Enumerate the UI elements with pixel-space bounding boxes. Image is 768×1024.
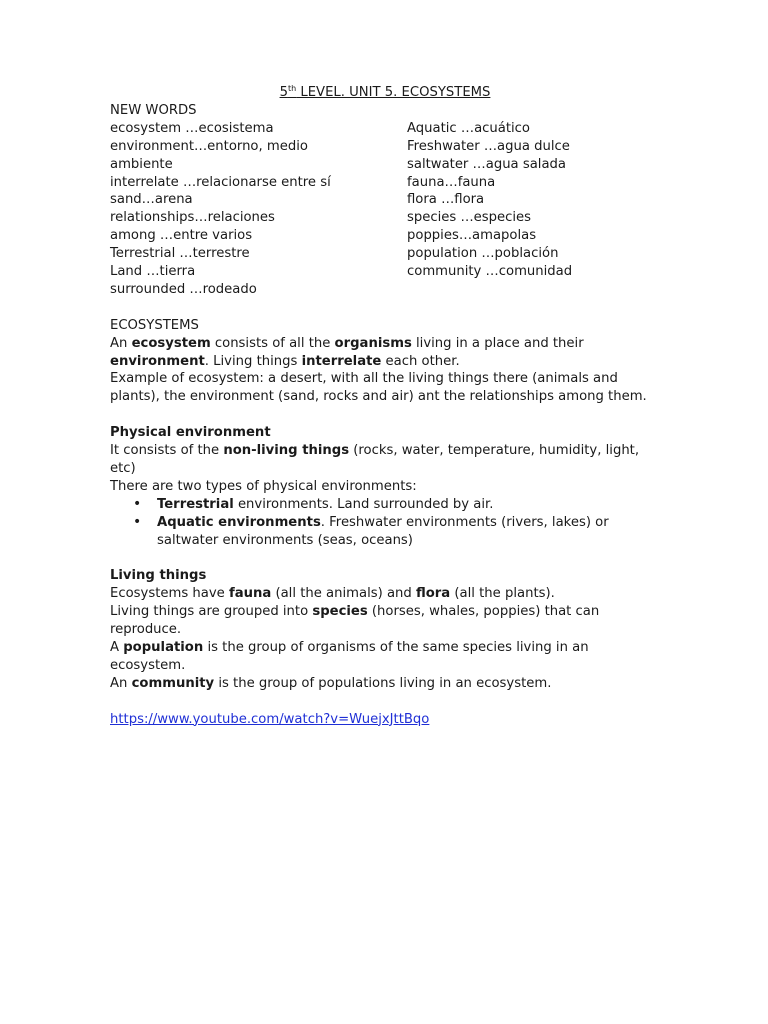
living-things-heading: Living things <box>110 568 207 584</box>
vocabulary-list <box>110 120 660 299</box>
vocab-item: Land …tierra <box>110 264 196 280</box>
vocab-item: ecosystem …ecosistema <box>110 120 274 136</box>
environment-types-list <box>110 496 660 550</box>
vocab-item: sand…arena <box>110 192 193 208</box>
vocab-item: saltwater …agua salada <box>407 156 566 172</box>
physical-environment-heading: Physical environment <box>110 425 271 441</box>
fauna-flora-text: Ecosystems have fauna (all the animals) and flora (all the plants). <box>110 586 555 602</box>
physical-environment-definition: It consists of the non-living things (rocks, water, temperature, humidity, light, etc) <box>110 443 640 476</box>
ecosystem-example: Example of ecosystem: a desert, with all the living things there (animals and plants), the environment (sand, rocks and air) ant the relationships among them. <box>110 371 647 405</box>
vocab-item: flora …flora <box>407 192 485 208</box>
vocab-item: interrelate …relacionarse entre sí <box>110 174 331 190</box>
vocab-item: ambiente <box>110 156 173 172</box>
vocabulary-left-column <box>110 120 407 299</box>
vocab-item: community …comunidad <box>407 264 573 280</box>
youtube-link[interactable]: https://www.youtube.com/watch?v=WuejxJttBqo <box>110 711 430 727</box>
video-link-line <box>110 711 660 729</box>
vocab-item: Aquatic …acuático <box>407 120 530 136</box>
ecosystems-heading: ECOSYSTEMS <box>110 317 199 333</box>
community-text: An community is the group of populations living in an ecosystem. <box>110 675 552 691</box>
document-title: 5th LEVEL. UNIT 5. ECOSYSTEMS <box>279 84 491 100</box>
vocab-item: fauna…fauna <box>407 174 496 190</box>
vocab-item: environment…entorno, medio <box>110 138 308 154</box>
vocab-item: among …entre varios <box>110 228 253 244</box>
vocab-item: species …especies <box>407 210 531 226</box>
new-words-heading: NEW WORDS <box>110 102 197 118</box>
population-text: A population is the group of organisms of the same species living in an ecosystem. <box>110 640 589 673</box>
vocab-item: Freshwater …agua dulce <box>407 138 570 154</box>
document-body <box>110 84 660 729</box>
physical-environment-types: There are two types of physical environments: <box>110 478 417 494</box>
species-text: Living things are grouped into species (horses, whales, poppies) that can reproduce. <box>110 604 600 638</box>
list-item: • Aquatic environments. Freshwater environments (rivers, lakes) or saltwater environments (seas, oceans) <box>157 514 660 550</box>
vocabulary-right-column <box>407 120 660 299</box>
vocab-item: Terrestrial …terrestre <box>110 246 250 262</box>
vocab-item: surrounded …rodeado <box>110 281 257 297</box>
vocab-item: poppies…amapolas <box>407 228 537 244</box>
ecosystem-definition: An ecosystem consists of all the organisms living in a place and their environment. Living things interrelate each other. <box>110 335 584 369</box>
vocab-item: relationships…relaciones <box>110 210 275 226</box>
vocab-item: population …población <box>407 246 559 262</box>
list-item: • Terrestrial environments. Land surrounded by air. <box>157 496 660 514</box>
